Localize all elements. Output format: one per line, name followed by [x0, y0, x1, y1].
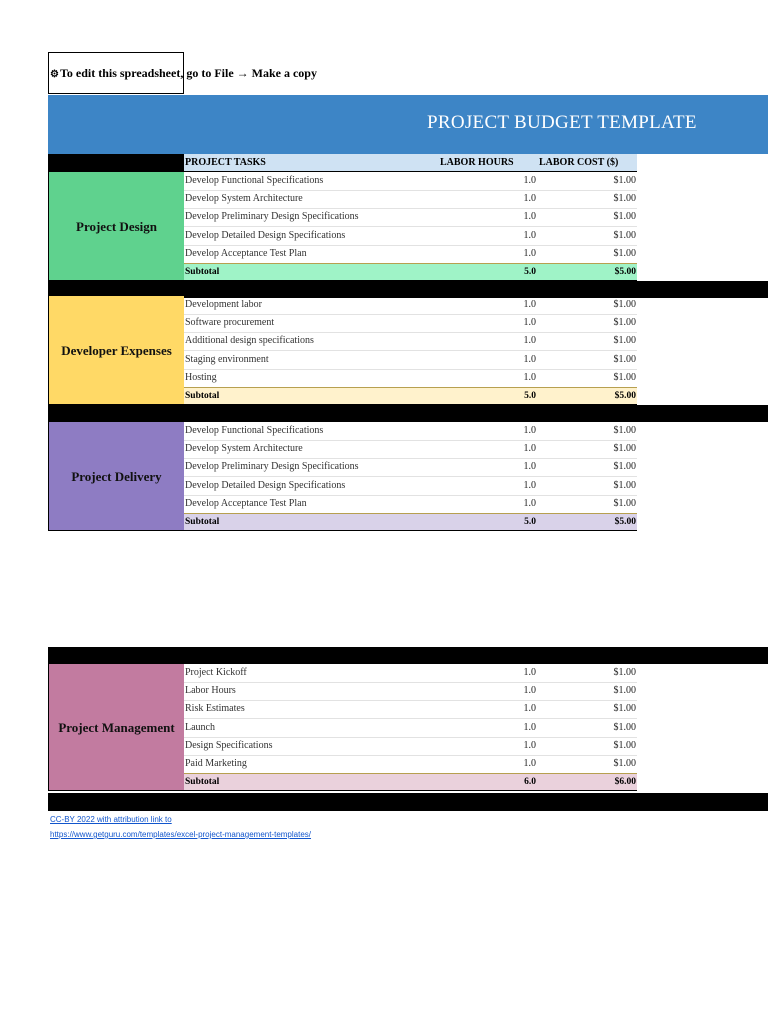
task-name-cell: Staging environment — [185, 354, 269, 365]
header-tasks: PROJECT TASKS — [185, 157, 266, 168]
header-hours: LABOR HOURS — [440, 157, 514, 168]
task-name-cell: Develop System Architecture — [185, 193, 303, 204]
labor-cost-cell: $1.00 — [613, 211, 636, 222]
subtotal-hours: 5.0 — [524, 517, 536, 527]
header-cost: LABOR COST ($) — [539, 157, 619, 168]
task-name-cell: Launch — [185, 722, 215, 733]
section-name: Project Design — [76, 218, 157, 234]
labor-cost-cell: $1.00 — [613, 354, 636, 365]
labor-hours-cell: 1.0 — [523, 461, 536, 472]
header-black-cell — [48, 154, 184, 172]
labor-cost-cell: $1.00 — [613, 703, 636, 714]
task-name-cell: Project Kickoff — [185, 667, 247, 678]
section-bottom-border — [48, 280, 637, 281]
labor-hours-cell: 1.0 — [523, 230, 536, 241]
labor-cost-cell: $1.00 — [613, 685, 636, 696]
task-name-cell: Labor Hours — [185, 685, 236, 696]
labor-cost-cell: $1.00 — [613, 317, 636, 328]
labor-cost-cell: $1.00 — [613, 193, 636, 204]
subtotal-label: Subtotal — [185, 391, 220, 401]
labor-cost-cell: $1.00 — [613, 230, 636, 241]
labor-hours-cell: 1.0 — [523, 480, 536, 491]
labor-cost-cell: $1.00 — [613, 498, 636, 509]
labor-cost-cell: $1.00 — [613, 299, 636, 310]
subtotal-cost: $5.00 — [614, 267, 636, 277]
labor-cost-cell: $1.00 — [613, 740, 636, 751]
license-link[interactable]: CC-BY 2022 with attribution link to — [50, 815, 172, 824]
task-name-cell: Develop System Architecture — [185, 443, 303, 454]
task-name-cell: Develop Detailed Design Specifications — [185, 480, 346, 491]
page-title: PROJECT BUDGET TEMPLATE — [427, 112, 697, 133]
task-name-cell: Hosting — [185, 372, 217, 383]
section-bottom-border — [48, 404, 637, 405]
section-name: Project Delivery — [71, 468, 162, 484]
task-name-cell: Develop Detailed Design Specifications — [185, 230, 346, 241]
subtotal-cost: $5.00 — [614, 391, 636, 401]
subtotal-label: Subtotal — [185, 267, 220, 277]
section-category-cell — [48, 664, 184, 791]
separator-band — [48, 647, 768, 664]
task-name-cell: Develop Acceptance Test Plan — [185, 248, 307, 259]
notice-label: To edit this spreadsheet, go to File → Make a copy — [59, 66, 317, 80]
labor-hours-cell: 1.0 — [523, 372, 536, 383]
task-name-cell: Development labor — [185, 299, 262, 310]
task-name-cell: Develop Preliminary Design Specifications — [185, 461, 359, 472]
labor-hours-cell: 1.0 — [523, 248, 536, 259]
labor-cost-cell: $1.00 — [613, 335, 636, 346]
template-url-link[interactable]: https://www.getguru.com/templates/excel-project-management-templates/ — [50, 830, 312, 839]
separator-band — [48, 793, 768, 811]
labor-cost-cell: $1.00 — [613, 425, 636, 436]
labor-cost-cell: $1.00 — [613, 175, 636, 186]
labor-hours-cell: 1.0 — [523, 317, 536, 328]
subtotal-hours: 5.0 — [524, 267, 536, 277]
section-bottom-border — [48, 790, 637, 791]
labor-hours-cell: 1.0 — [523, 740, 536, 751]
labor-hours-cell: 1.0 — [523, 354, 536, 365]
labor-cost-cell: $1.00 — [613, 461, 636, 472]
labor-hours-cell: 1.0 — [523, 425, 536, 436]
labor-hours-cell: 1.0 — [523, 335, 536, 346]
section-category-cell — [48, 422, 184, 531]
labor-cost-cell: $1.00 — [613, 372, 636, 383]
task-name-cell: Additional design specifications — [185, 335, 314, 346]
task-name-cell: Develop Acceptance Test Plan — [185, 498, 307, 509]
labor-hours-cell: 1.0 — [523, 211, 536, 222]
labor-hours-cell: 1.0 — [523, 175, 536, 186]
task-name-cell: Develop Functional Specifications — [185, 425, 324, 436]
task-name-cell: Paid Marketing — [185, 758, 247, 769]
notice-text — [50, 66, 317, 81]
subtotal-label: Subtotal — [185, 777, 220, 787]
labor-hours-cell: 1.0 — [523, 299, 536, 310]
labor-hours-cell: 1.0 — [523, 193, 536, 204]
subtotal-hours: 6.0 — [524, 777, 536, 787]
labor-cost-cell: $1.00 — [613, 248, 636, 259]
task-name-cell: Risk Estimates — [185, 703, 245, 714]
section-name: Developer Expenses — [61, 342, 172, 358]
task-name-cell: Software procurement — [185, 317, 275, 328]
subtotal-label: Subtotal — [185, 517, 220, 527]
labor-cost-cell: $1.00 — [613, 667, 636, 678]
section-name: Project Management — [58, 719, 175, 735]
task-name-cell: Design Specifications — [185, 740, 273, 751]
section-category-cell — [48, 296, 184, 405]
labor-hours-cell: 1.0 — [523, 498, 536, 509]
subtotal-cost: $5.00 — [614, 517, 636, 527]
labor-cost-cell: $1.00 — [613, 722, 636, 733]
labor-hours-cell: 1.0 — [523, 443, 536, 454]
labor-hours-cell: 1.0 — [523, 722, 536, 733]
subtotal-cost: $6.00 — [614, 777, 636, 787]
labor-hours-cell: 1.0 — [523, 758, 536, 769]
labor-cost-cell: $1.00 — [613, 480, 636, 491]
labor-cost-cell: $1.00 — [613, 443, 636, 454]
labor-hours-cell: 1.0 — [523, 667, 536, 678]
labor-hours-cell: 1.0 — [523, 703, 536, 714]
separator-band — [48, 405, 768, 422]
task-name-cell: Develop Functional Specifications — [185, 175, 324, 186]
subtotal-hours: 5.0 — [524, 391, 536, 401]
labor-cost-cell: $1.00 — [613, 758, 636, 769]
labor-hours-cell: 1.0 — [523, 685, 536, 696]
gear-icon: ⚙ — [50, 69, 59, 80]
task-name-cell: Develop Preliminary Design Specifications — [185, 211, 359, 222]
section-category-cell — [48, 172, 184, 281]
section-bottom-border — [48, 530, 637, 531]
